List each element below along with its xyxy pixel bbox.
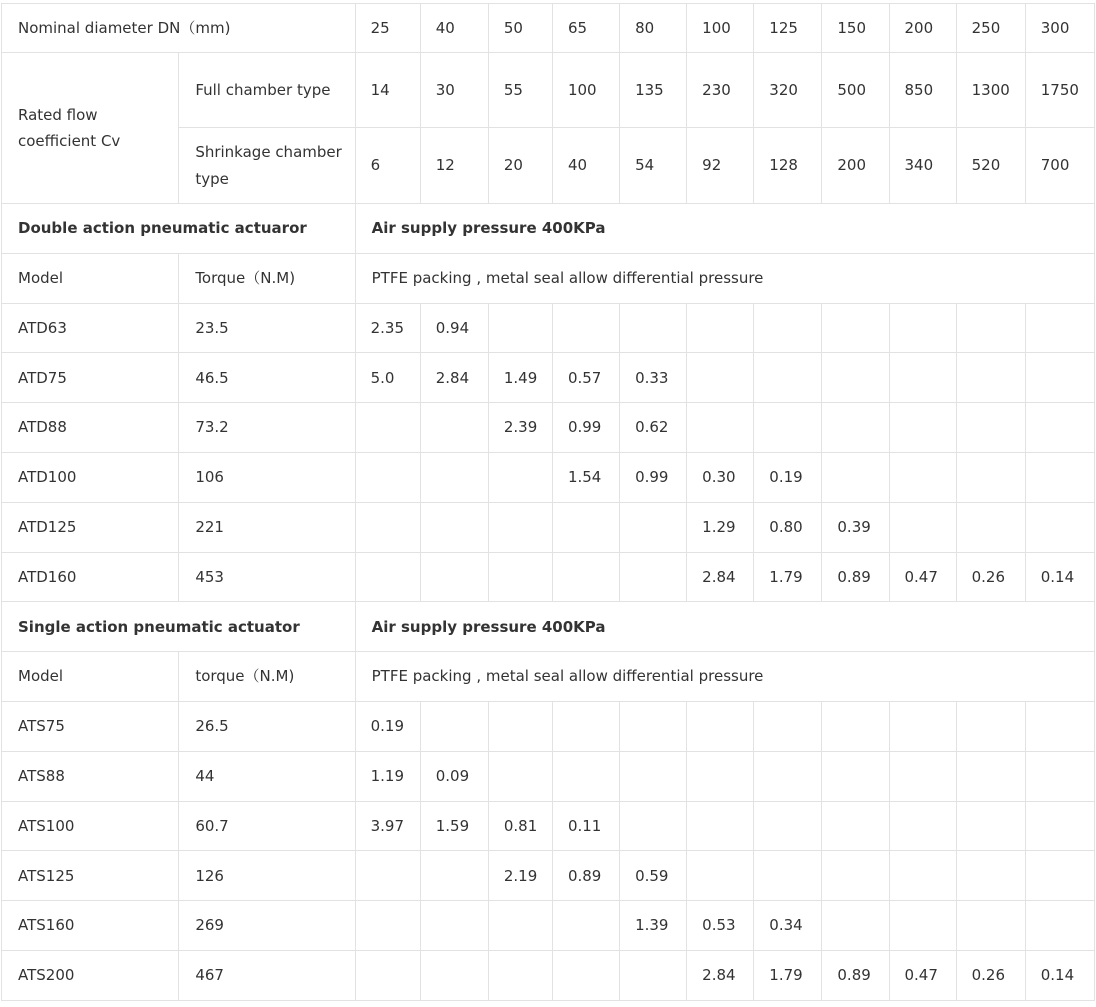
pressure-value xyxy=(956,901,1025,951)
torque-cell: 44 xyxy=(179,751,355,801)
cv-value: 320 xyxy=(754,53,822,128)
pressure-value xyxy=(355,502,420,552)
dn-value: 100 xyxy=(687,4,754,53)
pressure-value xyxy=(1025,502,1094,552)
torque-cell: 23.5 xyxy=(179,303,355,353)
pressure-value xyxy=(420,701,488,751)
pressure-value xyxy=(420,901,488,951)
pressure-value xyxy=(420,950,488,1000)
pressure-value xyxy=(889,701,956,751)
pressure-value xyxy=(355,851,420,901)
pressure-value xyxy=(620,303,687,353)
shrinkage-chamber-label: Shrinkage chamber type xyxy=(179,128,355,204)
pressure-value: 3.97 xyxy=(355,801,420,851)
dn-value: 40 xyxy=(420,4,488,53)
pressure-value xyxy=(620,801,687,851)
cv-value: 55 xyxy=(488,53,552,128)
dn-value: 50 xyxy=(488,4,552,53)
cv-label: Rated flow coefficient Cv xyxy=(2,53,179,204)
cv-value: 128 xyxy=(754,128,822,204)
pressure-value xyxy=(620,701,687,751)
pressure-value: 1.49 xyxy=(488,353,552,403)
dn-value: 125 xyxy=(754,4,822,53)
pressure-value xyxy=(889,851,956,901)
pressure-value: 0.09 xyxy=(420,751,488,801)
pressure-value xyxy=(1025,801,1094,851)
pressure-value xyxy=(1025,303,1094,353)
pressure-value xyxy=(687,403,754,453)
pressure-value xyxy=(687,303,754,353)
pressure-value: 0.33 xyxy=(620,353,687,403)
pressure-value: 0.99 xyxy=(620,452,687,502)
pressure-value xyxy=(687,353,754,403)
pressure-value: 0.19 xyxy=(355,701,420,751)
cv-value: 100 xyxy=(552,53,619,128)
pressure-value: 0.94 xyxy=(420,303,488,353)
pressure-value xyxy=(552,701,619,751)
pressure-value xyxy=(889,353,956,403)
pressure-value xyxy=(822,353,889,403)
cv-value: 520 xyxy=(956,128,1025,204)
table-body xyxy=(2,4,1095,204)
pressure-value xyxy=(956,701,1025,751)
column-label-row xyxy=(2,253,1095,303)
pressure-value xyxy=(956,751,1025,801)
pressure-value: 0.26 xyxy=(956,950,1025,1000)
pressure-value xyxy=(1025,403,1094,453)
cv-value: 700 xyxy=(1025,128,1094,204)
pressure-value xyxy=(488,502,552,552)
model-cell: ATD100 xyxy=(2,452,179,502)
table-row xyxy=(2,701,1095,751)
table-row xyxy=(2,303,1095,353)
pressure-value xyxy=(488,303,552,353)
pressure-value xyxy=(1025,452,1094,502)
pressure-value xyxy=(1025,353,1094,403)
table-row xyxy=(2,901,1095,951)
torque-cell: 60.7 xyxy=(179,801,355,851)
dn-value: 300 xyxy=(1025,4,1094,53)
pressure-value: 2.35 xyxy=(355,303,420,353)
pressure-value xyxy=(956,303,1025,353)
double-action-section xyxy=(2,204,1095,602)
pressure-value: 0.80 xyxy=(754,502,822,552)
pressure-value xyxy=(754,851,822,901)
pressure-value xyxy=(420,552,488,602)
pressure-value xyxy=(822,801,889,851)
pressure-value xyxy=(355,901,420,951)
model-cell: ATD160 xyxy=(2,552,179,602)
full-chamber-label: Full chamber type xyxy=(179,53,355,128)
section-title: Single action pneumatic actuator xyxy=(2,602,356,652)
model-cell: ATS88 xyxy=(2,751,179,801)
pressure-value xyxy=(754,403,822,453)
pressure-value: 2.39 xyxy=(488,403,552,453)
pressure-value: 5.0 xyxy=(355,353,420,403)
pressure-value: 0.26 xyxy=(956,552,1025,602)
dn-value: 150 xyxy=(822,4,889,53)
pressure-value xyxy=(889,502,956,552)
torque-cell: 73.2 xyxy=(179,403,355,453)
pressure-value xyxy=(956,452,1025,502)
column-label-row xyxy=(2,652,1095,702)
pressure-value xyxy=(754,751,822,801)
torque-column-label: torque（N.M) xyxy=(179,652,355,702)
section-title-row xyxy=(2,602,1095,652)
torque-cell: 26.5 xyxy=(179,701,355,751)
cv-value: 14 xyxy=(355,53,420,128)
pressure-value: 0.81 xyxy=(488,801,552,851)
model-cell: ATS125 xyxy=(2,851,179,901)
pressure-value xyxy=(889,452,956,502)
dn-header-row xyxy=(2,4,1095,53)
pressure-value: 1.79 xyxy=(754,552,822,602)
cv-value: 20 xyxy=(488,128,552,204)
pressure-value: 2.19 xyxy=(488,851,552,901)
pressure-value xyxy=(687,701,754,751)
pressure-value xyxy=(754,801,822,851)
single-action-section xyxy=(2,602,1095,1000)
pressure-value xyxy=(889,303,956,353)
pressure-value xyxy=(889,403,956,453)
model-column-label: Model xyxy=(2,253,179,303)
pressure-value xyxy=(822,901,889,951)
table-row xyxy=(2,552,1095,602)
cv-value: 12 xyxy=(420,128,488,204)
pressure-value: 0.57 xyxy=(552,353,619,403)
table-row xyxy=(2,950,1095,1000)
pressure-value: 0.89 xyxy=(552,851,619,901)
cv-value: 54 xyxy=(620,128,687,204)
cv-value: 40 xyxy=(552,128,619,204)
section-title: Double action pneumatic actuaror xyxy=(2,204,356,254)
pressure-value xyxy=(956,851,1025,901)
pressure-value xyxy=(420,452,488,502)
pressure-value: 2.84 xyxy=(687,950,754,1000)
pressure-value xyxy=(488,452,552,502)
pressure-value xyxy=(1025,901,1094,951)
pressure-value: 0.59 xyxy=(620,851,687,901)
pressure-value xyxy=(620,502,687,552)
pressure-value xyxy=(620,751,687,801)
dn-value: 80 xyxy=(620,4,687,53)
pressure-value xyxy=(754,303,822,353)
pressure-value: 0.62 xyxy=(620,403,687,453)
pressure-value xyxy=(754,701,822,751)
pressure-value xyxy=(355,950,420,1000)
air-supply-pressure: Air supply pressure 400KPa xyxy=(355,602,1094,652)
pressure-value: 0.47 xyxy=(889,950,956,1000)
pressure-value xyxy=(687,751,754,801)
pressure-value xyxy=(552,751,619,801)
model-column-label: Model xyxy=(2,652,179,702)
pressure-value: 0.19 xyxy=(754,452,822,502)
pressure-value xyxy=(488,950,552,1000)
pressure-value: 0.53 xyxy=(687,901,754,951)
table-row xyxy=(2,851,1095,901)
cv-value: 135 xyxy=(620,53,687,128)
pressure-value xyxy=(488,552,552,602)
pressure-value xyxy=(687,851,754,901)
cv-full-row xyxy=(2,53,1095,128)
pressure-value xyxy=(488,901,552,951)
pressure-value: 2.84 xyxy=(687,552,754,602)
pressure-value xyxy=(822,701,889,751)
pressure-value xyxy=(488,751,552,801)
pressure-value xyxy=(822,751,889,801)
cv-value: 30 xyxy=(420,53,488,128)
pressure-value xyxy=(822,403,889,453)
pressure-value xyxy=(1025,851,1094,901)
model-cell: ATD125 xyxy=(2,502,179,552)
cv-value: 230 xyxy=(687,53,754,128)
cv-value: 340 xyxy=(889,128,956,204)
pressure-value xyxy=(552,303,619,353)
cv-value: 92 xyxy=(687,128,754,204)
model-cell: ATS200 xyxy=(2,950,179,1000)
table-row xyxy=(2,353,1095,403)
pressure-value: 1.54 xyxy=(552,452,619,502)
pressure-value xyxy=(754,353,822,403)
pressure-value: 0.47 xyxy=(889,552,956,602)
pressure-value: 0.14 xyxy=(1025,552,1094,602)
pressure-value xyxy=(420,403,488,453)
pressure-value xyxy=(488,701,552,751)
cv-value: 1300 xyxy=(956,53,1025,128)
cv-value: 500 xyxy=(822,53,889,128)
table-row xyxy=(2,403,1095,453)
torque-cell: 453 xyxy=(179,552,355,602)
pressure-value: 0.89 xyxy=(822,950,889,1000)
pressure-value xyxy=(822,452,889,502)
pressure-value: 0.34 xyxy=(754,901,822,951)
torque-column-label: Torque（N.M) xyxy=(179,253,355,303)
cv-value: 850 xyxy=(889,53,956,128)
pressure-value xyxy=(620,552,687,602)
section-title-row xyxy=(2,204,1095,254)
model-cell: ATS160 xyxy=(2,901,179,951)
pressure-value: 1.39 xyxy=(620,901,687,951)
model-cell: ATS75 xyxy=(2,701,179,751)
actuator-spec-table xyxy=(1,3,1095,1001)
pressure-value: 0.14 xyxy=(1025,950,1094,1000)
pressure-value xyxy=(355,452,420,502)
table-row xyxy=(2,502,1095,552)
pressure-value: 1.19 xyxy=(355,751,420,801)
model-cell: ATD75 xyxy=(2,353,179,403)
pressure-value xyxy=(956,502,1025,552)
pressure-value xyxy=(822,851,889,901)
torque-cell: 106 xyxy=(179,452,355,502)
pressure-value: 1.59 xyxy=(420,801,488,851)
pressure-value: 0.39 xyxy=(822,502,889,552)
pressure-value: 2.84 xyxy=(420,353,488,403)
table-row xyxy=(2,452,1095,502)
pressure-value: 0.99 xyxy=(552,403,619,453)
air-supply-pressure: Air supply pressure 400KPa xyxy=(355,204,1094,254)
pressure-value xyxy=(552,552,619,602)
pressure-value xyxy=(552,901,619,951)
torque-cell: 269 xyxy=(179,901,355,951)
pressure-value: 0.11 xyxy=(552,801,619,851)
pressure-value xyxy=(956,801,1025,851)
table-row xyxy=(2,751,1095,801)
cv-value: 1750 xyxy=(1025,53,1094,128)
torque-cell: 126 xyxy=(179,851,355,901)
pressure-value: 1.79 xyxy=(754,950,822,1000)
pressure-value xyxy=(1025,701,1094,751)
model-cell: ATD88 xyxy=(2,403,179,453)
pressure-value: 0.30 xyxy=(687,452,754,502)
dn-value: 250 xyxy=(956,4,1025,53)
cv-value: 6 xyxy=(355,128,420,204)
pressure-value xyxy=(889,751,956,801)
pressure-value xyxy=(1025,751,1094,801)
differential-pressure-note: PTFE packing , metal seal allow differential pressure xyxy=(355,652,1094,702)
torque-cell: 221 xyxy=(179,502,355,552)
pressure-value xyxy=(420,502,488,552)
pressure-value xyxy=(620,950,687,1000)
torque-cell: 46.5 xyxy=(179,353,355,403)
dn-value: 200 xyxy=(889,4,956,53)
pressure-value xyxy=(956,403,1025,453)
nominal-diameter-label: Nominal diameter DN（mm) xyxy=(2,4,356,53)
pressure-value xyxy=(822,303,889,353)
pressure-value xyxy=(889,901,956,951)
pressure-value xyxy=(552,502,619,552)
pressure-value xyxy=(420,851,488,901)
pressure-value xyxy=(355,552,420,602)
torque-cell: 467 xyxy=(179,950,355,1000)
cv-value: 200 xyxy=(822,128,889,204)
pressure-value: 1.29 xyxy=(687,502,754,552)
differential-pressure-note: PTFE packing , metal seal allow differential pressure xyxy=(355,253,1094,303)
model-cell: ATD63 xyxy=(2,303,179,353)
pressure-value: 0.89 xyxy=(822,552,889,602)
model-cell: ATS100 xyxy=(2,801,179,851)
pressure-value xyxy=(889,801,956,851)
pressure-value xyxy=(687,801,754,851)
pressure-value xyxy=(355,403,420,453)
dn-value: 25 xyxy=(355,4,420,53)
pressure-value xyxy=(552,950,619,1000)
dn-value: 65 xyxy=(552,4,619,53)
table-row xyxy=(2,801,1095,851)
pressure-value xyxy=(956,353,1025,403)
